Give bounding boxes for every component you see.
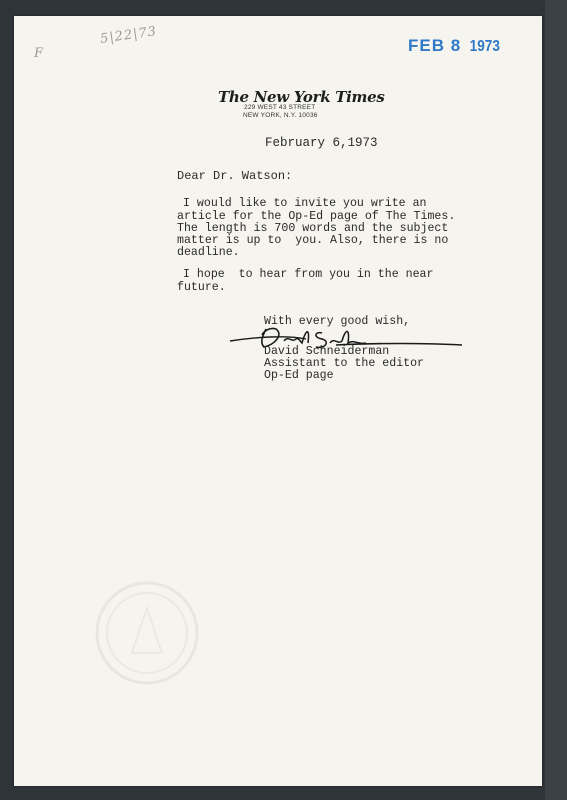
pencil-date: 5|22|73	[99, 24, 158, 47]
scan-edge	[545, 0, 567, 800]
received-stamp-date: FEB 8	[408, 36, 462, 55]
embossed-seal	[92, 578, 202, 688]
paragraph1-line: article for the Op-Ed page of The Times.	[177, 210, 456, 223]
paragraph1-line: I would like to invite you write an	[183, 197, 427, 210]
letter-date: February 6,1973	[265, 136, 378, 150]
paragraph1-line: matter is up to you. Also, there is no	[177, 234, 449, 247]
received-stamp-year: 1973	[469, 38, 501, 55]
received-stamp	[408, 36, 503, 56]
signer-title: Assistant to the editor	[264, 357, 425, 370]
closing: With every good wish,	[264, 315, 411, 328]
paragraph1-line: The length is 700 words and the subject	[177, 222, 449, 235]
signer-name: David Schneiderman	[264, 345, 390, 358]
masthead-logo: The New York Times	[218, 88, 385, 106]
paragraph2-line: I hope to hear from you in the near	[183, 268, 434, 281]
letterhead-address-line2: NEW YORK, N.Y. 10036	[243, 112, 318, 119]
salutation: Dear Dr. Watson:	[177, 169, 293, 183]
signer-department: Op-Ed page	[264, 369, 334, 382]
letterhead-address-line1: 229 WEST 43 STREET	[244, 104, 316, 111]
pencil-initial: F	[34, 46, 44, 61]
paragraph2-line: future.	[177, 281, 226, 294]
paragraph1-line: deadline.	[177, 246, 240, 259]
